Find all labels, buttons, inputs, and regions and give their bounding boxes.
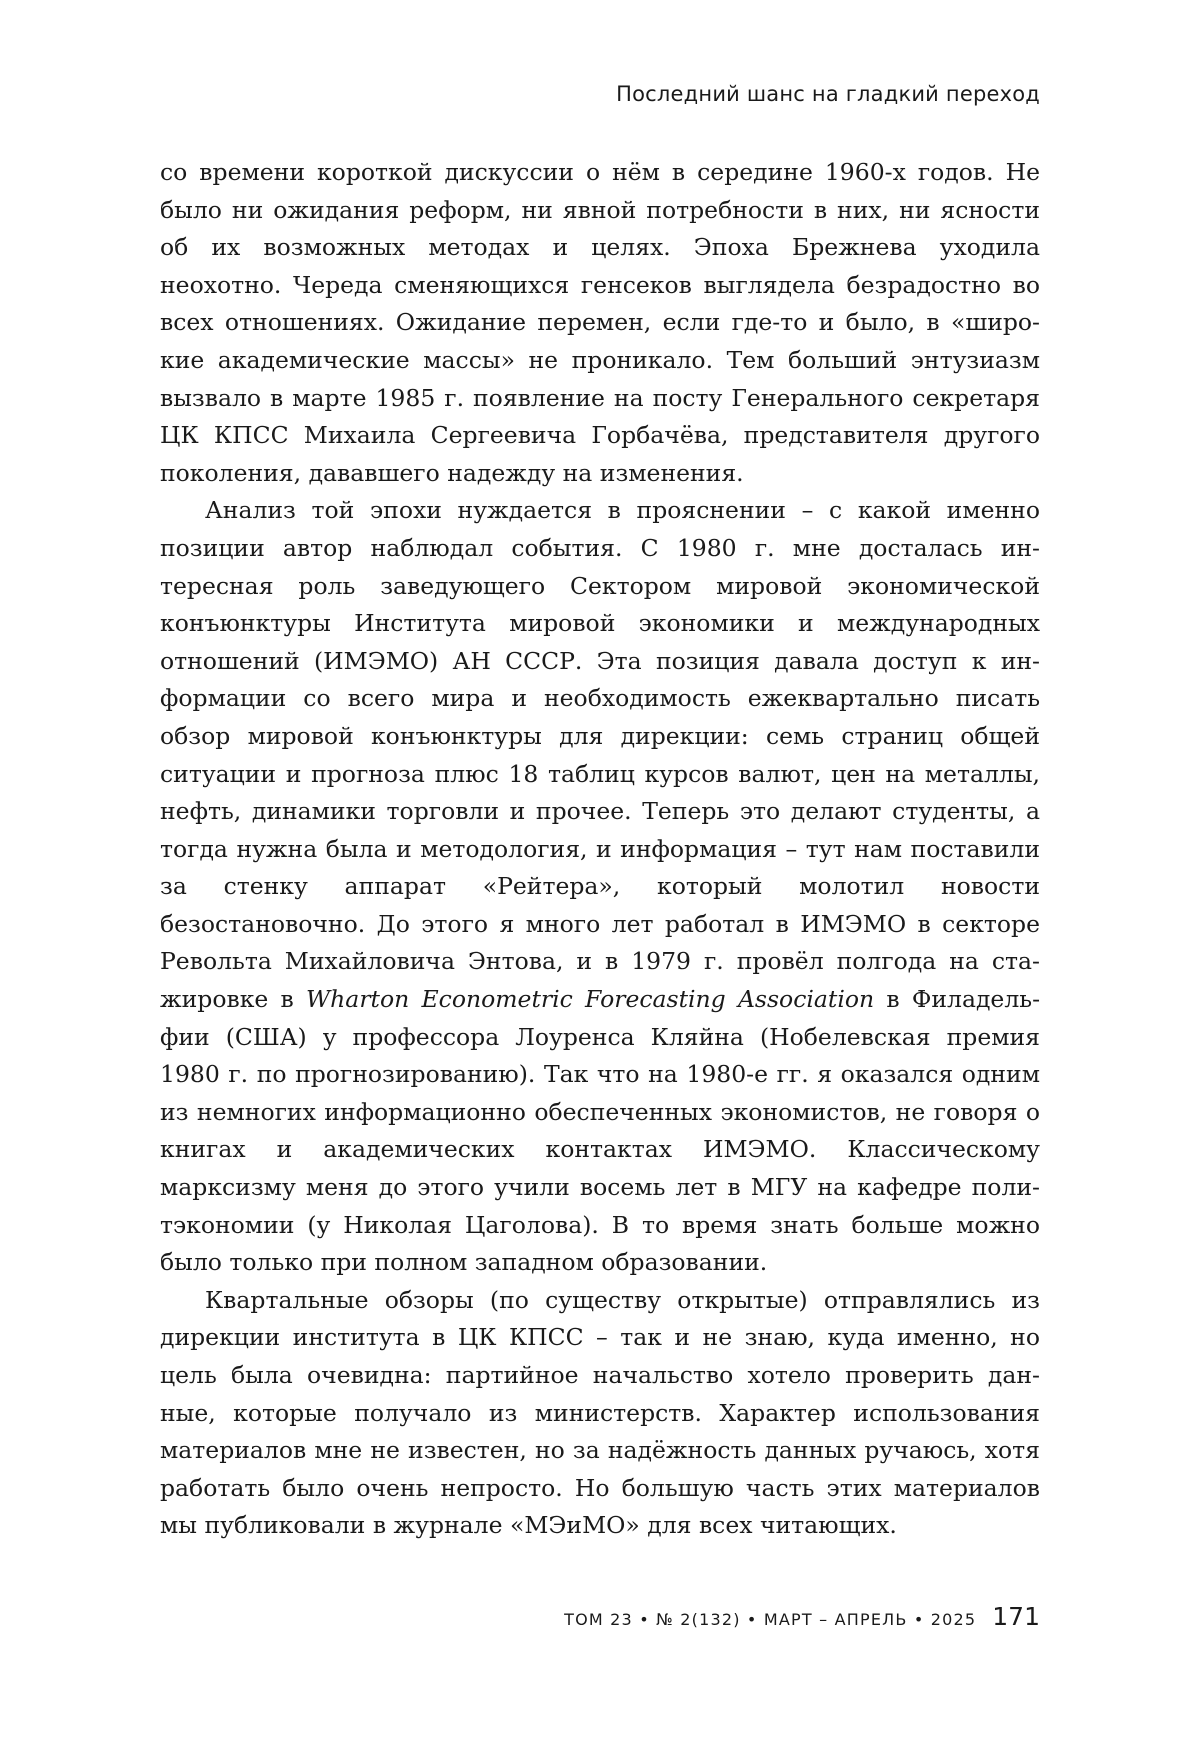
paragraph: Квартальные обзоры (по существу открытые) отправлялись из дирекции института в ЦК КПСС – так и не знаю, куда именно, но цель была очевидна: партийное начальство хотело проверить данные, которые получало из министерств. Характер использования материалов мне не известен, но за надёжность данных ручаюсь, хотя работать было очень непросто. Но большую часть этих материалов мы публиковали в журнале «МЭиМО» для всех читающих. bbox=[160, 1285, 1040, 1540]
paragraph-text: Анализ той эпохи нуждается в прояснении – с какой именно позиции автор наблюдал события. С 1980 г. мне досталась интересная роль заведующего Сектором мировой экономической конъюнктуры Института мировой экономики и международных отношений (ИМЭМО) АН СССР. Эта позиция давала доступ к информации со всего мира и необходимость ежеквартально писать обзор мировой конъюнктуры для дирекции: семь страниц общей ситуации и прогноза плюс 18 таблиц курсов валют, цен на металлы, нефть, динамики торговли и прочее. Теперь это делают студенты, а тогда нужна была и методология, и информация – тут нам поставили за стенку аппарат «Рейтера», который молотил новости безостановочно. До этого я много лет работал в ИМЭМО в секторе Револьта Михайловича Энтова, и в 1979 г. провёл полгода на стажировке в bbox=[160, 496, 1040, 1014]
italic-term: Wharton Econometric Forecasting Association bbox=[306, 985, 875, 1014]
paragraph bbox=[160, 492, 1040, 1281]
paragraph: со времени короткой дискуссии о нём в середине 1960-х годов. Не было ни ожидания реформ, ни явной потребности в них, ни ясности об их возможных методах и целях. Эпоха Брежнева уходила неохотно. Череда сменяющихся генсеков выглядела безрадостно во всех отношениях. Ожидание перемен, если где-то и было, в «широкие академические массы» не проникало. Тем больший энтузиазм вызвало в марте 1985 г. появление на посту Генерального секретаря ЦК КПСС Михаила Сергеевича Горбачёва, представителя другого поколения, дававшего надежду на изменения. bbox=[160, 158, 1040, 487]
running-title: Последний шанс на гладкий переход bbox=[616, 82, 1040, 106]
page-number: 171 bbox=[992, 1602, 1040, 1631]
journal-issue-info: ТОМ 23 • № 2(132) • МАРТ – АПРЕЛЬ • 2025 bbox=[564, 1610, 977, 1629]
article-body bbox=[160, 154, 1040, 1545]
page-footer bbox=[564, 1602, 1040, 1631]
paragraph-text: в Филадельфии (США) у профессора Лоуренса Кляйна (Нобелевская премия 1980 г. по прогнозированию). Так что на 1980-е гг. я оказался одним из немногих информационно обеспеченных экономистов, не говоря о книгах и академических контактах ИМЭМО. Классическому марксизму меня до этого учили восемь лет в МГУ на кафедре политэкономии (у Николая Цаголова). В то время знать больше можно было только при полном западном образовании. bbox=[160, 985, 1041, 1277]
